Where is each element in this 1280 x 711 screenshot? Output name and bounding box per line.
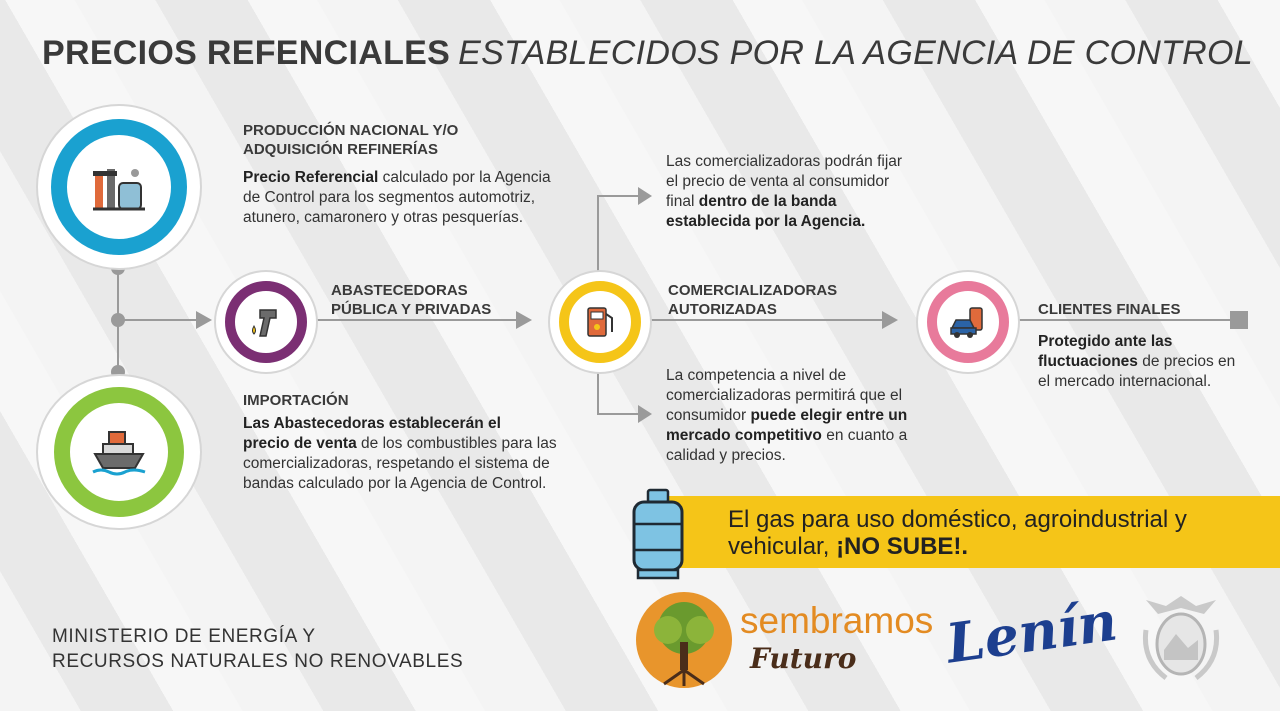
title-light: ESTABLECIDOS POR LA AGENCIA DE CONTROL	[458, 34, 1253, 72]
fuel-pump-icon	[580, 302, 620, 342]
ministerio-label: MINISTERIO DE ENERGÍA Y RECURSOS NATURALES NO RENOVABLES	[52, 626, 464, 672]
competencia-text: La competencia a nivel de comercializadoras permitirá que el consumidor puede elegir entre un mercado competitivo en cuanto a calidad y precios.	[666, 367, 908, 464]
refinery-icon	[89, 157, 149, 217]
clientes-node	[918, 272, 1018, 372]
gas-cylinder-icon	[630, 488, 686, 580]
fuel-nozzle-icon	[246, 302, 286, 342]
car-fueling-icon	[948, 302, 988, 342]
futuro-logo-text: Futuro	[750, 642, 857, 675]
title-bold: PRECIOS REFENCIALES	[42, 34, 451, 72]
importacion-text: Las Abastecedoras establecerán el precio de venta de los combustibles para las comercializadoras, respetando el sistema de bandas calculado por la Agencia de Control.	[243, 415, 557, 492]
produccion-node	[38, 106, 200, 268]
abastecedoras-heading: ABASTECEDORAS PÚBLICA Y PRIVADAS	[331, 282, 492, 318]
gas-banner-text: El gas para uso doméstico, agroindustrial y vehicular, ¡NO SUBE!.	[728, 506, 1187, 560]
sembramos-logo-text: sembramos	[740, 600, 934, 641]
comercializadoras-heading: COMERCIALIZADORAS AUTORIZADAS	[668, 282, 838, 318]
comercializadoras-node	[550, 272, 650, 372]
importacion-node	[38, 376, 200, 528]
clientes-text: Protegido ante las fluctuaciones de precios en el mercado internacional.	[1038, 333, 1236, 390]
abastecedoras-node	[216, 272, 316, 372]
importacion-heading: IMPORTACIÓN	[243, 392, 349, 409]
sembramos-tree-logo	[634, 590, 734, 690]
produccion-text: Precio Referencial calculado por la Agencia de Control para los segmentos automotriz, atunero, camaronero y otras pesquerías.	[243, 169, 551, 226]
ship-icon	[89, 422, 149, 482]
lenin-logo: Lenín	[942, 588, 1121, 676]
banda-text: Las comercializadoras podrán fijar el precio de venta al consumidor final dentro de la banda establecida por la Agencia.	[666, 153, 903, 230]
produccion-heading: PRODUCCIÓN NACIONAL Y/O ADQUISICIÓN REFINERÍAS	[243, 122, 459, 158]
clientes-heading: CLIENTES FINALES	[1038, 301, 1181, 318]
coat-of-arms-icon	[1136, 590, 1226, 686]
